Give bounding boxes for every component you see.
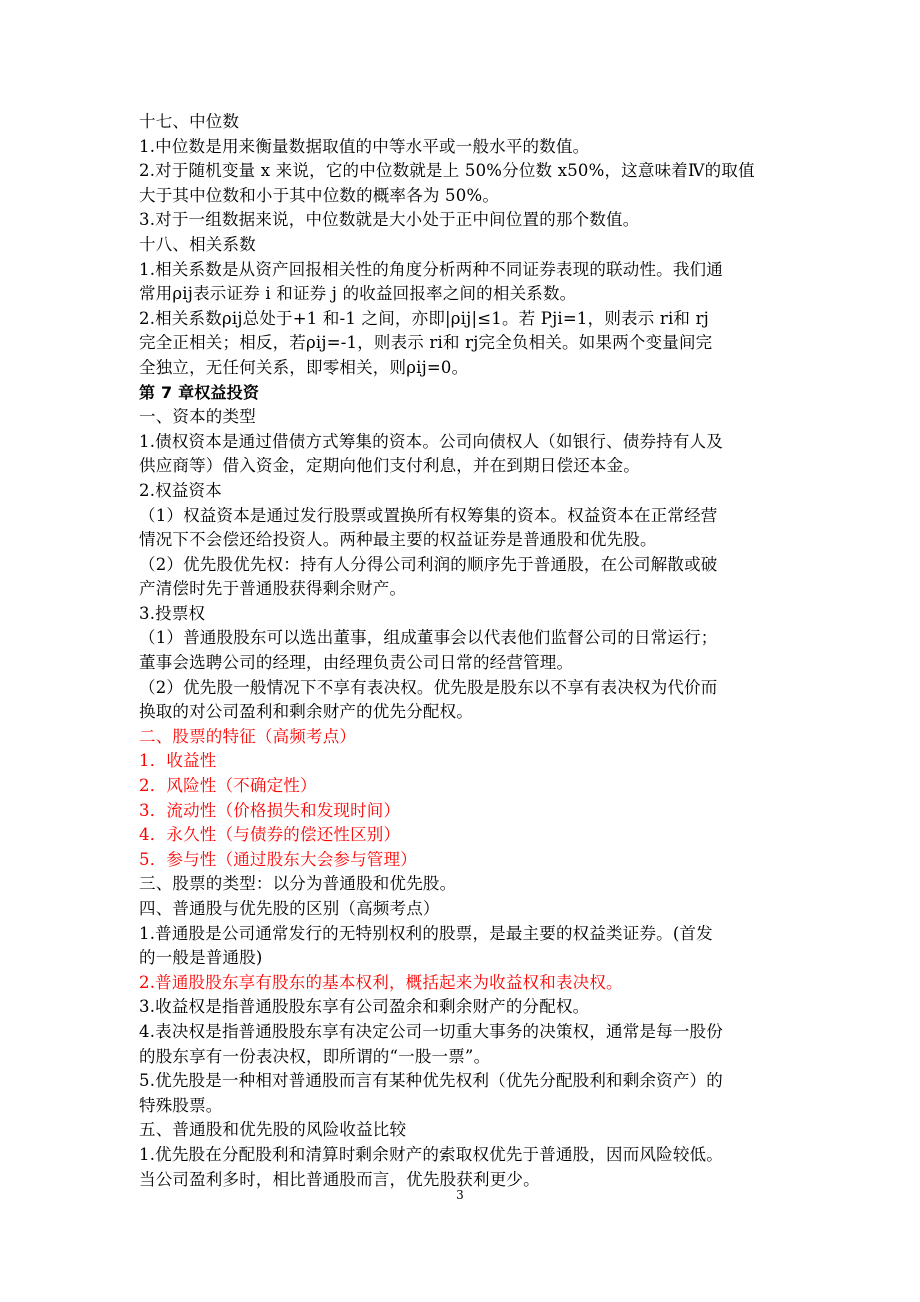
text-line: 十八、相关系数 xyxy=(139,234,256,254)
text-line: 当公司盈利多时，相比普通股而言，优先股获利更少。 xyxy=(139,1169,540,1189)
text-line: 四、普通股与优先股的区别（高频考点） xyxy=(139,899,440,918)
text-line: 五、普通股和优先股的风险收益比较 xyxy=(139,1120,407,1140)
text-line: 1.债权资本是通过借债方式筹集的资本。公司向债权人（如银行、债券持有人及 xyxy=(139,431,723,451)
text-line: 1.相关系数是从资产回报相关性的角度分析两种不同证券表现的联动性。我们通 xyxy=(139,259,723,279)
text-line: 完全正相关；相反，若ρij=-1，则表示 ri和 rj完全负相关。如果两个变量间完 xyxy=(139,333,713,353)
text-line: 1.优先股在分配股利和清算时剩余财产的索取权优先于普通股，因而风险较低。 xyxy=(139,1144,723,1164)
page-body xyxy=(139,110,787,1192)
text-line: （1）普通股股东可以选出董事，组成董事会以代表他们监督公司的日常运行； xyxy=(139,628,718,648)
text-line: 4.表决权是指普通股股东享有决定公司一切重大事务的决策权，通常是每一股份 xyxy=(139,1021,723,1041)
text-line: 4．永久性（与债券的偿还性区别） xyxy=(139,825,401,845)
text-line: 董事会选聘公司的经理，由经理负责公司日常的经营管理。 xyxy=(139,653,574,673)
text-line: 的一般是普通股) xyxy=(139,948,263,968)
text-line: 3．流动性（价格损失和发现时间） xyxy=(139,800,401,820)
text-line: 3.对于一组数据来说，中位数就是大小处于正中间位置的那个数值。 xyxy=(139,210,640,230)
text-line: 1．收益性 xyxy=(139,751,217,771)
text-line: 3.收益权是指普通股股东享有公司盈余和剩余财产的分配权。 xyxy=(139,997,590,1017)
text-line: 二、股票的特征（高频考点） xyxy=(139,726,357,746)
text-line: （2）优先股优先权：持有人分得公司利润的顺序先于普通股，在公司解散或破 xyxy=(139,554,718,574)
text-line: 常用ρij表示证券 i 和证券 j 的收益回报率之间的相关系数。 xyxy=(139,284,577,304)
text-line: 十七、中位数 xyxy=(139,112,240,131)
text-line: 2.相关系数ρij总处于+1 和-1 之间，亦即|ρij|≤1。若 Pji=1，则表示 ri和 rj xyxy=(139,308,709,328)
text-line: 2.普通股股东享有股东的基本权利，概括起来为收益权和表决权。 xyxy=(139,972,623,992)
text-line: 2.对于随机变量 x 来说，它的中位数就是上 50%分位数 x50%，这意味着Ⅳ的取值 xyxy=(139,161,755,181)
text-line: 产清偿时先于普通股获得剩余财产。 xyxy=(139,579,407,599)
text-line: 1.普通股是公司通常发行的无特别权利的股票，是最主要的权益类证券。(首发 xyxy=(139,923,713,943)
text-line: 2.权益资本 xyxy=(139,480,222,500)
text-line: （2）优先股一般情况下不享有表决权。优先股是股东以不享有表决权为代价而 xyxy=(139,677,718,697)
text-line: 第 7 章权益投资 xyxy=(139,382,260,402)
text-line: 大于其中位数和小于其中位数的概率各为 50%。 xyxy=(139,185,500,205)
text-line: 换取的对公司盈利和剩余财产的优先分配权。 xyxy=(139,702,473,722)
text-line: 2．风险性（不确定性） xyxy=(139,776,317,796)
text-line: 1.中位数是用来衡量数据取值的中等水平或一般水平的数值。 xyxy=(139,136,590,156)
text-line: 全独立，无任何关系，即零相关，则ρij=0。 xyxy=(139,357,469,377)
text-line: 供应商等）借入资金，定期向他们支付利息，并在到期日偿还本金。 xyxy=(139,456,640,476)
text-line: 的股东享有一份表决权，即所谓的“一股一票”。 xyxy=(139,1046,491,1066)
text-line: 特殊股票。 xyxy=(139,1095,223,1115)
text-line: 5.优先股是一种相对普通股而言有某种优先权利（优先分配股利和剩余资产）的 xyxy=(139,1071,723,1091)
text-line: 一、资本的类型 xyxy=(139,407,256,427)
text-line: 情况下不会偿还给投资人。两种最主要的权益证券是普通股和优先股。 xyxy=(139,530,657,550)
page-number: 3 xyxy=(456,1188,464,1202)
text-line: 三、股票的类型：以分为普通股和优先股。 xyxy=(139,874,457,894)
text-line: （1）权益资本是通过发行股票或置换所有权筹集的资本。权益资本在正常经营 xyxy=(139,505,718,525)
text-line: 5．参与性（通过股东大会参与管理） xyxy=(139,849,417,869)
text-line: 3.投票权 xyxy=(139,603,206,623)
